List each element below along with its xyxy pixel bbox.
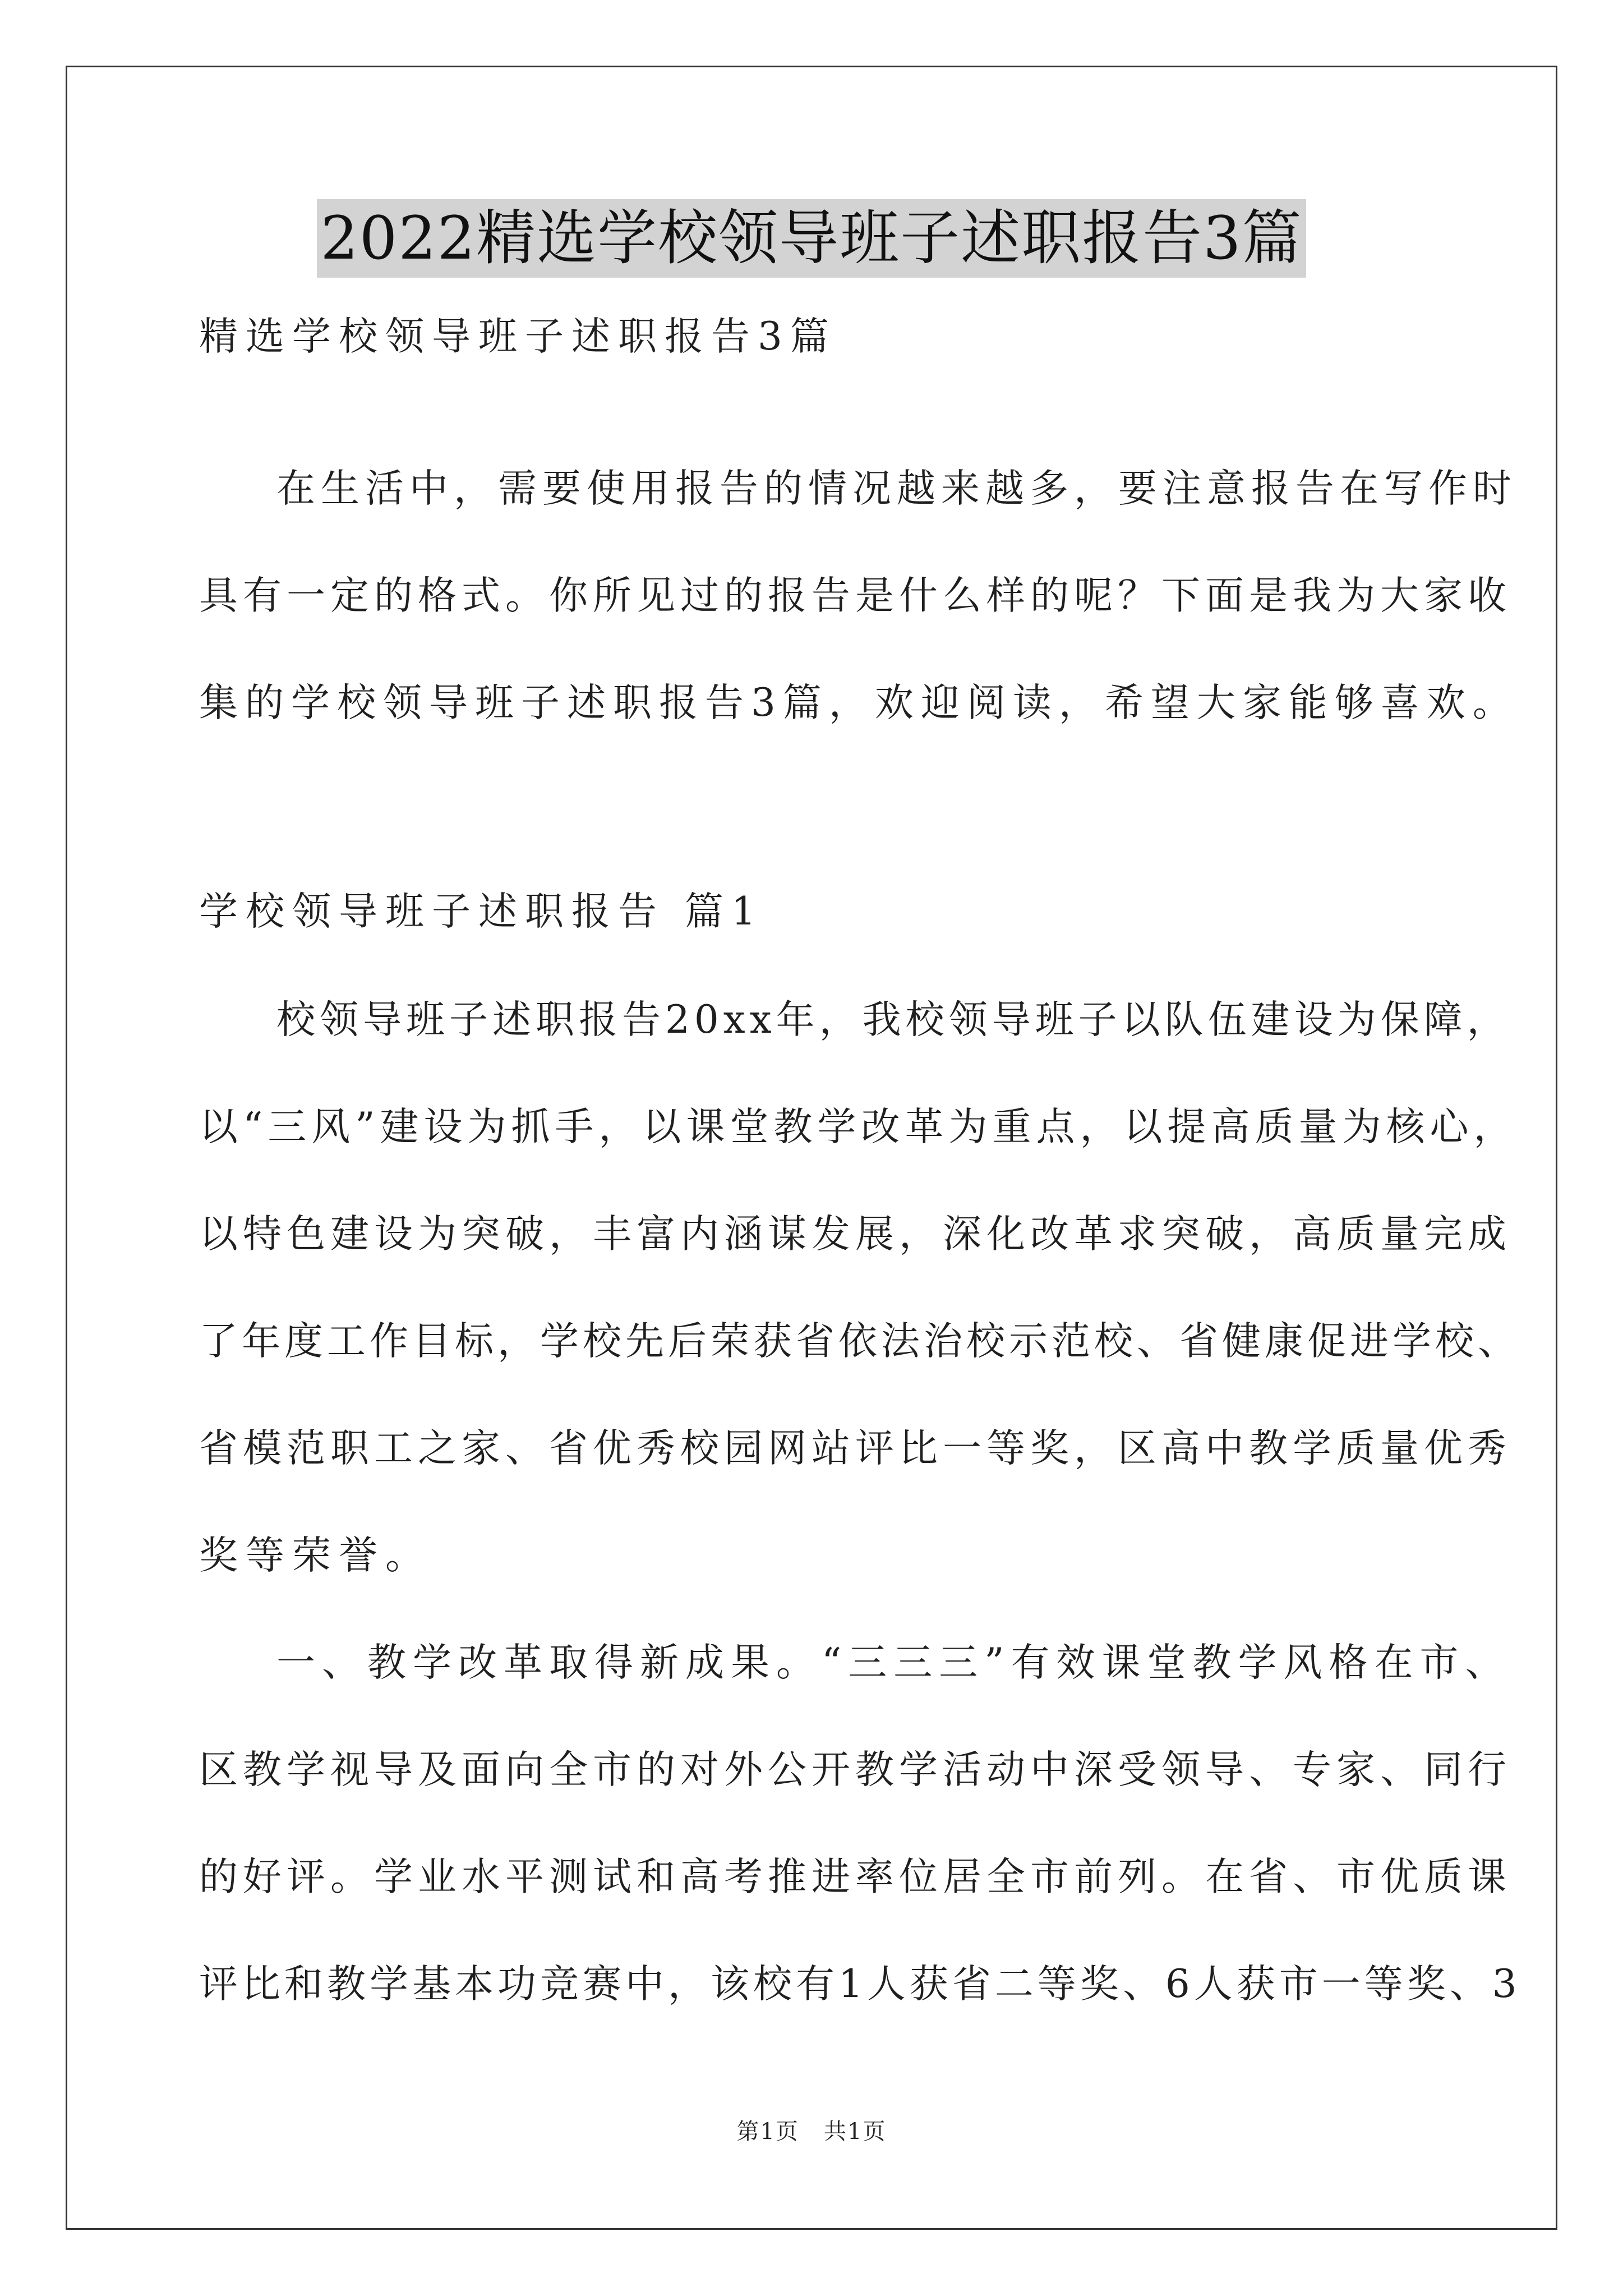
para1-line-2: 以“三风”建设为抓手，以课堂教学改革为重点，以提高质量为核心， xyxy=(199,1105,1518,1149)
title-wrap xyxy=(0,199,1623,278)
section-heading: 学校领导班子述职报告 篇1 xyxy=(199,889,764,934)
document-subtitle: 精选学校领导班子述职报告3篇 xyxy=(199,314,837,359)
intro-line-3: 集的学校领导班子述职报告3篇，欢迎阅读，希望大家能够喜欢。 xyxy=(199,680,1519,725)
para1-line-4: 了年度工作目标，学校先后荣获省依法治校示范校、省健康促进学校、 xyxy=(199,1319,1520,1364)
para1-line-6: 奖等荣誉。 xyxy=(199,1533,432,1578)
intro-line-2: 具有一定的格式。你所见过的报告是什么样的呢？下面是我为大家收 xyxy=(199,573,1511,618)
para1-line-5: 省模范职工之家、省优秀校园网站评比一等奖，区高中教学质量优秀 xyxy=(199,1426,1511,1471)
para2-line-3: 的好评。学业水平测试和高考推进率位居全市前列。在省、市优质课 xyxy=(199,1855,1511,1899)
para2-line-2: 区教学视导及面向全市的对外公开教学活动中深受领导、专家、同行 xyxy=(199,1747,1511,1792)
page-footer: 第1页 共1页 xyxy=(736,2119,887,2145)
para2-line-4: 评比和教学基本功竞赛中，该校有1人获省二等奖、6人获市一等奖、3 xyxy=(199,1962,1521,2007)
para1-line-1: 校领导班子述职报告20xx年，我校领导班子以队伍建设为保障， xyxy=(276,997,1510,1042)
document-title: 2022精选学校领导班子述职报告3篇 xyxy=(317,199,1306,278)
para2-line-1: 一、教学改革取得新成果。“三三三”有效课堂教学风格在市、 xyxy=(276,1640,1511,1685)
intro-line-1: 在生活中，需要使用报告的情况越来越多，要注意报告在写作时 xyxy=(276,466,1517,511)
para1-line-3: 以特色建设为突破，丰富内涵谋发展，深化改革求突破，高质量完成 xyxy=(199,1212,1511,1257)
